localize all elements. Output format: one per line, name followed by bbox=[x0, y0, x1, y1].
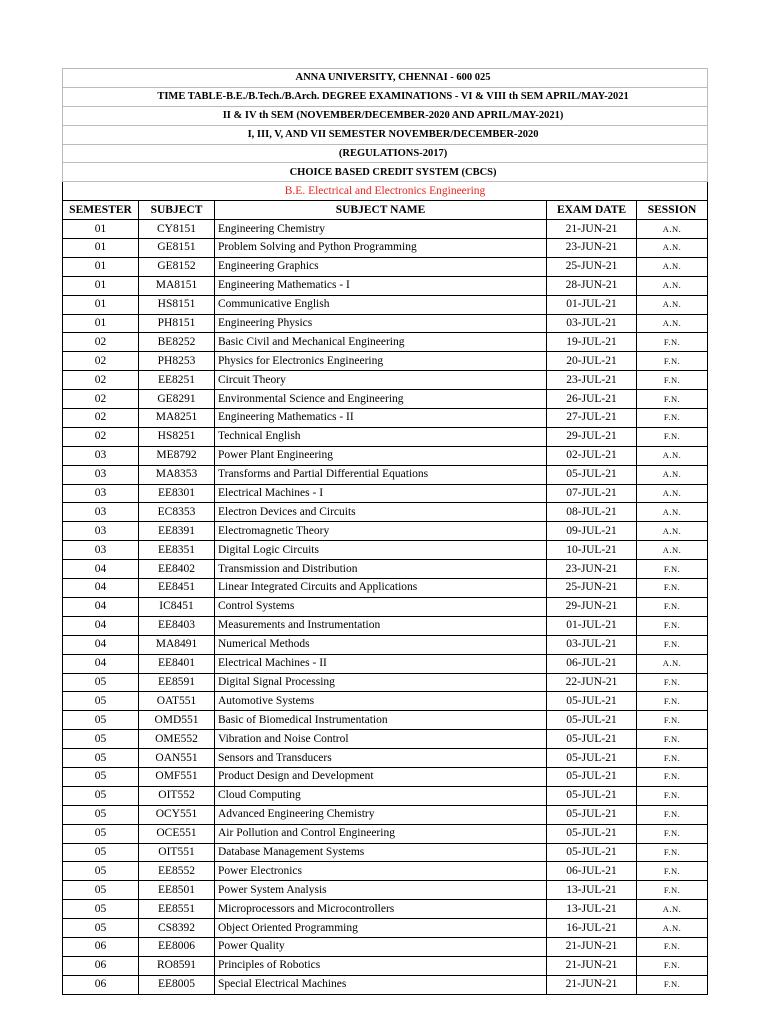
table-row bbox=[63, 824, 708, 843]
subject-name-cell: Control Systems bbox=[215, 597, 547, 616]
exam-date-cell: 05-JUL-21 bbox=[547, 786, 637, 805]
subject-name-cell: Engineering Graphics bbox=[215, 257, 547, 276]
exam-date-cell: 05-JUL-21 bbox=[547, 749, 637, 768]
session-cell: A.N. bbox=[637, 919, 708, 938]
subject-code-cell: GE8152 bbox=[139, 257, 215, 276]
subject-code-cell: EC8353 bbox=[139, 503, 215, 522]
semester-cell: 03 bbox=[63, 484, 139, 503]
exam-date-cell: 21-JUN-21 bbox=[547, 937, 637, 956]
exam-date-cell: 05-JUL-21 bbox=[547, 824, 637, 843]
timetable-sheet bbox=[62, 68, 707, 995]
session-cell: A.N. bbox=[637, 484, 708, 503]
table-row bbox=[63, 220, 708, 239]
table-row bbox=[63, 239, 708, 258]
exam-date-cell: 13-JUL-21 bbox=[547, 881, 637, 900]
exam-date-cell: 27-JUL-21 bbox=[547, 409, 637, 428]
subject-name-cell: Database Management Systems bbox=[215, 843, 547, 862]
subject-name-cell: Electromagnetic Theory bbox=[215, 522, 547, 541]
subject-name-cell: Microprocessors and Microcontrollers bbox=[215, 900, 547, 919]
semester-cell: 01 bbox=[63, 295, 139, 314]
session-cell: F.N. bbox=[637, 597, 708, 616]
subject-code-cell: PH8151 bbox=[139, 314, 215, 333]
timetable-table bbox=[62, 68, 708, 995]
column-header-subject: SUBJECT bbox=[139, 201, 215, 220]
university-title: ANNA UNIVERSITY, CHENNAI - 600 025 bbox=[63, 69, 708, 88]
subject-code-cell: OME552 bbox=[139, 730, 215, 749]
subject-code-cell: EE8401 bbox=[139, 654, 215, 673]
table-row bbox=[63, 711, 708, 730]
semester-cell: 01 bbox=[63, 314, 139, 333]
semester-cell: 04 bbox=[63, 579, 139, 598]
table-row bbox=[63, 635, 708, 654]
table-row bbox=[63, 579, 708, 598]
session-cell: F.N. bbox=[637, 824, 708, 843]
subject-name-cell: Engineering Mathematics - I bbox=[215, 276, 547, 295]
table-row bbox=[63, 390, 708, 409]
semester-cell: 04 bbox=[63, 560, 139, 579]
semester-cell: 05 bbox=[63, 692, 139, 711]
session-cell: A.N. bbox=[637, 239, 708, 258]
table-row bbox=[63, 257, 708, 276]
session-cell: F.N. bbox=[637, 409, 708, 428]
subject-code-cell: MA8491 bbox=[139, 635, 215, 654]
exam-date-cell: 23-JUL-21 bbox=[547, 371, 637, 390]
table-row bbox=[63, 541, 708, 560]
semester-cell: 02 bbox=[63, 427, 139, 446]
subject-name-cell: Engineering Physics bbox=[215, 314, 547, 333]
session-cell: A.N. bbox=[637, 541, 708, 560]
session-cell: F.N. bbox=[637, 673, 708, 692]
subject-code-cell: CS8392 bbox=[139, 919, 215, 938]
semester-cell: 05 bbox=[63, 824, 139, 843]
semester-cell: 03 bbox=[63, 522, 139, 541]
exam-date-cell: 06-JUL-21 bbox=[547, 862, 637, 881]
table-row bbox=[63, 673, 708, 692]
session-cell: F.N. bbox=[637, 843, 708, 862]
subject-code-cell: ME8792 bbox=[139, 446, 215, 465]
session-cell: F.N. bbox=[637, 333, 708, 352]
header-row-timetable bbox=[63, 87, 708, 106]
session-cell: A.N. bbox=[637, 314, 708, 333]
semester-cell: 03 bbox=[63, 446, 139, 465]
session-cell: F.N. bbox=[637, 560, 708, 579]
semester-cell: 05 bbox=[63, 843, 139, 862]
subject-name-cell: Circuit Theory bbox=[215, 371, 547, 390]
exam-date-cell: 22-JUN-21 bbox=[547, 673, 637, 692]
subject-name-cell: Transmission and Distribution bbox=[215, 560, 547, 579]
subject-code-cell: MA8251 bbox=[139, 409, 215, 428]
exam-date-cell: 05-JUL-21 bbox=[547, 465, 637, 484]
table-row bbox=[63, 862, 708, 881]
exam-date-cell: 29-JUL-21 bbox=[547, 427, 637, 446]
subject-name-cell: Electron Devices and Circuits bbox=[215, 503, 547, 522]
semester-cell: 04 bbox=[63, 597, 139, 616]
semester-cell: 03 bbox=[63, 503, 139, 522]
exam-date-cell: 21-JUN-21 bbox=[547, 956, 637, 975]
table-row bbox=[63, 881, 708, 900]
subject-code-cell: EE8005 bbox=[139, 975, 215, 994]
subject-name-cell: Engineering Chemistry bbox=[215, 220, 547, 239]
even-semester-line: II & IV th SEM (NOVEMBER/DECEMBER-2020 AND APRIL/MAY-2021) bbox=[63, 106, 708, 125]
subject-name-cell: Basic of Biomedical Instrumentation bbox=[215, 711, 547, 730]
table-row bbox=[63, 786, 708, 805]
subject-code-cell: EE8251 bbox=[139, 371, 215, 390]
odd-semester-line: I, III, V, AND VII SEMESTER NOVEMBER/DECEMBER-2020 bbox=[63, 125, 708, 144]
table-row bbox=[63, 900, 708, 919]
subject-name-cell: Power Electronics bbox=[215, 862, 547, 881]
subject-code-cell: EE8501 bbox=[139, 881, 215, 900]
exam-date-cell: 26-JUL-21 bbox=[547, 390, 637, 409]
exam-date-cell: 16-JUL-21 bbox=[547, 919, 637, 938]
subject-code-cell: OCE551 bbox=[139, 824, 215, 843]
semester-cell: 05 bbox=[63, 805, 139, 824]
exam-date-cell: 19-JUL-21 bbox=[547, 333, 637, 352]
exam-date-cell: 08-JUL-21 bbox=[547, 503, 637, 522]
semester-cell: 02 bbox=[63, 333, 139, 352]
session-cell: A.N. bbox=[637, 276, 708, 295]
column-header-row bbox=[63, 201, 708, 220]
exam-date-cell: 23-JUN-21 bbox=[547, 239, 637, 258]
table-row bbox=[63, 465, 708, 484]
subject-code-cell: OIT551 bbox=[139, 843, 215, 862]
exam-date-cell: 01-JUL-21 bbox=[547, 616, 637, 635]
session-cell: F.N. bbox=[637, 352, 708, 371]
exam-date-cell: 25-JUN-21 bbox=[547, 579, 637, 598]
exam-date-cell: 03-JUL-21 bbox=[547, 635, 637, 654]
semester-cell: 06 bbox=[63, 975, 139, 994]
session-cell: F.N. bbox=[637, 786, 708, 805]
table-row bbox=[63, 956, 708, 975]
subject-code-cell: EE8391 bbox=[139, 522, 215, 541]
semester-cell: 05 bbox=[63, 767, 139, 786]
session-cell: F.N. bbox=[637, 730, 708, 749]
subject-name-cell: Power Plant Engineering bbox=[215, 446, 547, 465]
exam-date-cell: 28-JUN-21 bbox=[547, 276, 637, 295]
exam-date-cell: 05-JUL-21 bbox=[547, 692, 637, 711]
subject-code-cell: EE8402 bbox=[139, 560, 215, 579]
subject-name-cell: Transforms and Partial Differential Equations bbox=[215, 465, 547, 484]
table-row bbox=[63, 975, 708, 994]
subject-name-cell: Special Electrical Machines bbox=[215, 975, 547, 994]
subject-name-cell: Electrical Machines - II bbox=[215, 654, 547, 673]
semester-cell: 05 bbox=[63, 749, 139, 768]
table-row bbox=[63, 522, 708, 541]
exam-date-cell: 02-JUL-21 bbox=[547, 446, 637, 465]
session-cell: F.N. bbox=[637, 616, 708, 635]
subject-name-cell: Sensors and Transducers bbox=[215, 749, 547, 768]
subject-name-cell: Vibration and Noise Control bbox=[215, 730, 547, 749]
table-row bbox=[63, 427, 708, 446]
exam-date-cell: 05-JUL-21 bbox=[547, 767, 637, 786]
table-row bbox=[63, 692, 708, 711]
table-row bbox=[63, 503, 708, 522]
subject-code-cell: PH8253 bbox=[139, 352, 215, 371]
subject-code-cell: OMD551 bbox=[139, 711, 215, 730]
table-row bbox=[63, 919, 708, 938]
subject-name-cell: Physics for Electronics Engineering bbox=[215, 352, 547, 371]
subject-code-cell: MA8151 bbox=[139, 276, 215, 295]
subject-name-cell: Electrical Machines - I bbox=[215, 484, 547, 503]
subject-name-cell: Engineering Mathematics - II bbox=[215, 409, 547, 428]
subject-code-cell: HS8151 bbox=[139, 295, 215, 314]
department-row bbox=[63, 182, 708, 201]
table-row bbox=[63, 295, 708, 314]
session-cell: F.N. bbox=[637, 956, 708, 975]
header-row-even-sem bbox=[63, 106, 708, 125]
session-cell: F.N. bbox=[637, 635, 708, 654]
table-row bbox=[63, 616, 708, 635]
subject-code-cell: MA8353 bbox=[139, 465, 215, 484]
exam-date-cell: 21-JUN-21 bbox=[547, 975, 637, 994]
session-cell: A.N. bbox=[637, 654, 708, 673]
semester-cell: 01 bbox=[63, 257, 139, 276]
subject-name-cell: Power Quality bbox=[215, 937, 547, 956]
session-cell: F.N. bbox=[637, 881, 708, 900]
subject-code-cell: EE8552 bbox=[139, 862, 215, 881]
subject-code-cell: HS8251 bbox=[139, 427, 215, 446]
subject-code-cell: EE8351 bbox=[139, 541, 215, 560]
header-row-regulations bbox=[63, 144, 708, 163]
semester-cell: 03 bbox=[63, 541, 139, 560]
semester-cell: 01 bbox=[63, 220, 139, 239]
subject-code-cell: OMF551 bbox=[139, 767, 215, 786]
subject-code-cell: EE8301 bbox=[139, 484, 215, 503]
table-row bbox=[63, 333, 708, 352]
table-row bbox=[63, 560, 708, 579]
semester-cell: 04 bbox=[63, 616, 139, 635]
exam-date-cell: 20-JUL-21 bbox=[547, 352, 637, 371]
column-header-session: SESSION bbox=[637, 201, 708, 220]
department-name: B.E. Electrical and Electronics Engineering bbox=[63, 182, 708, 201]
session-cell: A.N. bbox=[637, 503, 708, 522]
subject-code-cell: OAN551 bbox=[139, 749, 215, 768]
session-cell: A.N. bbox=[637, 522, 708, 541]
session-cell: F.N. bbox=[637, 767, 708, 786]
table-row bbox=[63, 937, 708, 956]
subject-code-cell: OIT552 bbox=[139, 786, 215, 805]
semester-cell: 02 bbox=[63, 352, 139, 371]
session-cell: F.N. bbox=[637, 937, 708, 956]
column-header-semester: SEMESTER bbox=[63, 201, 139, 220]
session-cell: F.N. bbox=[637, 371, 708, 390]
semester-cell: 05 bbox=[63, 900, 139, 919]
subject-name-cell: Principles of Robotics bbox=[215, 956, 547, 975]
subject-code-cell: BE8252 bbox=[139, 333, 215, 352]
session-cell: A.N. bbox=[637, 257, 708, 276]
table-row bbox=[63, 409, 708, 428]
semester-cell: 02 bbox=[63, 409, 139, 428]
exam-date-cell: 29-JUN-21 bbox=[547, 597, 637, 616]
subject-code-cell: EE8451 bbox=[139, 579, 215, 598]
exam-date-cell: 05-JUL-21 bbox=[547, 805, 637, 824]
timetable-title: TIME TABLE-B.E./B.Tech./B.Arch. DEGREE EXAMINATIONS - VI & VIII th SEM APRIL/MAY-2021 bbox=[63, 87, 708, 106]
semester-cell: 04 bbox=[63, 635, 139, 654]
header-row-odd-sem bbox=[63, 125, 708, 144]
exam-date-cell: 01-JUL-21 bbox=[547, 295, 637, 314]
exam-date-cell: 09-JUL-21 bbox=[547, 522, 637, 541]
subject-name-cell: Problem Solving and Python Programming bbox=[215, 239, 547, 258]
session-cell: F.N. bbox=[637, 711, 708, 730]
subject-code-cell: EE8591 bbox=[139, 673, 215, 692]
subject-code-cell: RO8591 bbox=[139, 956, 215, 975]
exam-date-cell: 05-JUL-21 bbox=[547, 711, 637, 730]
subject-name-cell: Object Oriented Programming bbox=[215, 919, 547, 938]
semester-cell: 01 bbox=[63, 276, 139, 295]
semester-cell: 05 bbox=[63, 730, 139, 749]
semester-cell: 02 bbox=[63, 371, 139, 390]
regulations-line: (REGULATIONS-2017) bbox=[63, 144, 708, 163]
subject-code-cell: EE8006 bbox=[139, 937, 215, 956]
subject-code-cell: EE8551 bbox=[139, 900, 215, 919]
session-cell: F.N. bbox=[637, 579, 708, 598]
session-cell: A.N. bbox=[637, 295, 708, 314]
semester-cell: 05 bbox=[63, 881, 139, 900]
session-cell: A.N. bbox=[637, 900, 708, 919]
cbcs-line: CHOICE BASED CREDIT SYSTEM (CBCS) bbox=[63, 163, 708, 182]
subject-name-cell: Advanced Engineering Chemistry bbox=[215, 805, 547, 824]
session-cell: F.N. bbox=[637, 390, 708, 409]
session-cell: F.N. bbox=[637, 805, 708, 824]
subject-code-cell: GE8291 bbox=[139, 390, 215, 409]
exam-date-cell: 25-JUN-21 bbox=[547, 257, 637, 276]
column-header-subject-name: SUBJECT NAME bbox=[215, 201, 547, 220]
exam-date-cell: 06-JUL-21 bbox=[547, 654, 637, 673]
table-row bbox=[63, 805, 708, 824]
exam-date-cell: 23-JUN-21 bbox=[547, 560, 637, 579]
semester-cell: 05 bbox=[63, 862, 139, 881]
exam-date-cell: 05-JUL-21 bbox=[547, 843, 637, 862]
table-row bbox=[63, 484, 708, 503]
subject-name-cell: Product Design and Development bbox=[215, 767, 547, 786]
subject-name-cell: Linear Integrated Circuits and Applications bbox=[215, 579, 547, 598]
subject-name-cell: Power System Analysis bbox=[215, 881, 547, 900]
header-row-university bbox=[63, 69, 708, 88]
subject-name-cell: Technical English bbox=[215, 427, 547, 446]
semester-cell: 06 bbox=[63, 956, 139, 975]
subject-name-cell: Automotive Systems bbox=[215, 692, 547, 711]
session-cell: F.N. bbox=[637, 975, 708, 994]
subject-name-cell: Measurements and Instrumentation bbox=[215, 616, 547, 635]
subject-code-cell: GE8151 bbox=[139, 239, 215, 258]
session-cell: F.N. bbox=[637, 862, 708, 881]
table-row bbox=[63, 730, 708, 749]
table-row bbox=[63, 352, 708, 371]
table-row bbox=[63, 843, 708, 862]
subject-name-cell: Air Pollution and Control Engineering bbox=[215, 824, 547, 843]
semester-cell: 05 bbox=[63, 673, 139, 692]
semester-cell: 01 bbox=[63, 239, 139, 258]
subject-name-cell: Digital Signal Processing bbox=[215, 673, 547, 692]
exam-date-cell: 07-JUL-21 bbox=[547, 484, 637, 503]
table-row bbox=[63, 767, 708, 786]
session-cell: A.N. bbox=[637, 446, 708, 465]
session-cell: A.N. bbox=[637, 220, 708, 239]
exam-date-cell: 21-JUN-21 bbox=[547, 220, 637, 239]
semester-cell: 04 bbox=[63, 654, 139, 673]
subject-code-cell: OCY551 bbox=[139, 805, 215, 824]
exam-date-cell: 05-JUL-21 bbox=[547, 730, 637, 749]
exam-date-cell: 10-JUL-21 bbox=[547, 541, 637, 560]
exam-date-cell: 03-JUL-21 bbox=[547, 314, 637, 333]
table-row bbox=[63, 597, 708, 616]
subject-code-cell: CY8151 bbox=[139, 220, 215, 239]
session-cell: F.N. bbox=[637, 692, 708, 711]
table-row bbox=[63, 314, 708, 333]
subject-name-cell: Basic Civil and Mechanical Engineering bbox=[215, 333, 547, 352]
column-header-exam-date: EXAM DATE bbox=[547, 201, 637, 220]
semester-cell: 03 bbox=[63, 465, 139, 484]
session-cell: F.N. bbox=[637, 749, 708, 768]
subject-code-cell: OAT551 bbox=[139, 692, 215, 711]
exam-rows bbox=[63, 220, 708, 995]
session-cell: F.N. bbox=[637, 427, 708, 446]
table-row bbox=[63, 654, 708, 673]
subject-name-cell: Digital Logic Circuits bbox=[215, 541, 547, 560]
table-row bbox=[63, 276, 708, 295]
subject-name-cell: Environmental Science and Engineering bbox=[215, 390, 547, 409]
table-row bbox=[63, 446, 708, 465]
table-row bbox=[63, 749, 708, 768]
semester-cell: 02 bbox=[63, 390, 139, 409]
exam-date-cell: 13-JUL-21 bbox=[547, 900, 637, 919]
subject-code-cell: IC8451 bbox=[139, 597, 215, 616]
semester-cell: 06 bbox=[63, 937, 139, 956]
semester-cell: 05 bbox=[63, 711, 139, 730]
header-row-cbcs bbox=[63, 163, 708, 182]
semester-cell: 05 bbox=[63, 786, 139, 805]
session-cell: A.N. bbox=[637, 465, 708, 484]
subject-name-cell: Numerical Methods bbox=[215, 635, 547, 654]
subject-name-cell: Communicative English bbox=[215, 295, 547, 314]
subject-code-cell: EE8403 bbox=[139, 616, 215, 635]
subject-name-cell: Cloud Computing bbox=[215, 786, 547, 805]
semester-cell: 05 bbox=[63, 919, 139, 938]
table-row bbox=[63, 371, 708, 390]
